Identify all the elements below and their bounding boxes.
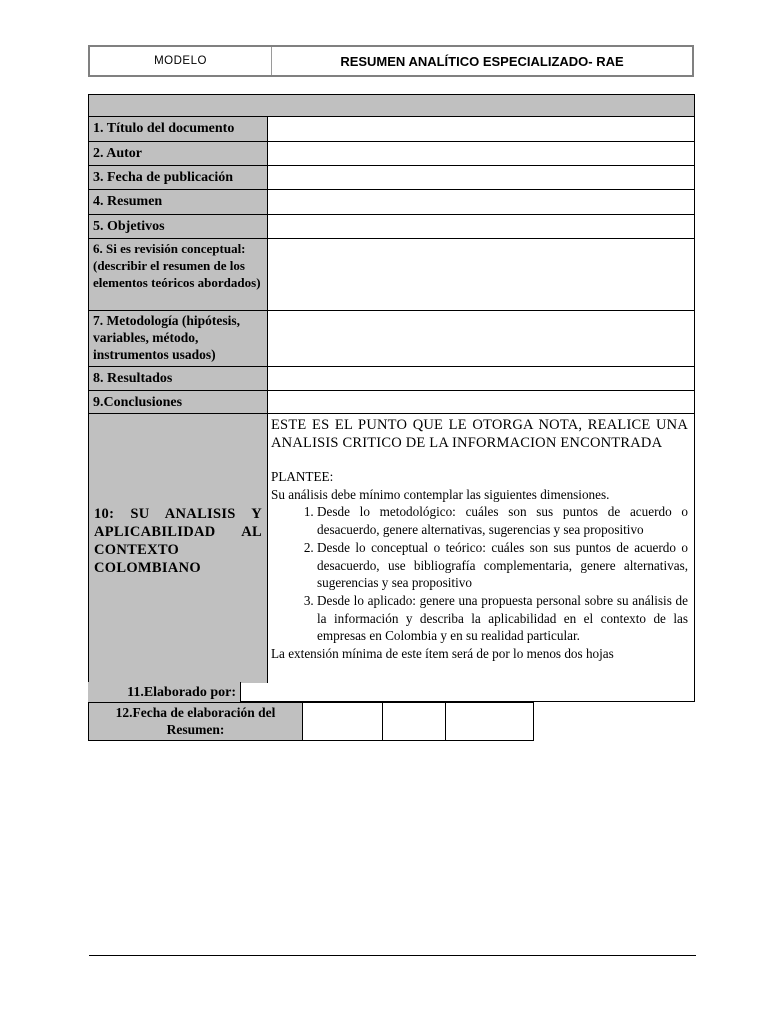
row-revision-conceptual (89, 238, 694, 310)
rae-form (88, 94, 695, 702)
autor-field[interactable] (268, 142, 694, 165)
titulo-field[interactable] (268, 117, 694, 141)
row-resultados (89, 366, 694, 390)
footer-rule (89, 955, 696, 956)
fecha-elaboracion-label: 12.Fecha de elaboración del Resumen: (89, 703, 303, 740)
row-label: 8. Resultados (89, 367, 268, 390)
elaborado-label: 11.Elaborado por: (88, 682, 241, 704)
metodologia-field[interactable] (268, 311, 694, 366)
row-label: 2. Autor (89, 142, 268, 165)
analisis-label: 10: SU ANALISIS Y APLICABILIDAD AL CONTEXTO COLOMBIANO (94, 505, 262, 576)
plantee-label: PLANTEE: (271, 469, 334, 484)
row-elaborado (88, 682, 695, 704)
list-item: 3. Desde lo aplicado: genere una propuesta personal sobre su análisis de la información y describa la aplicabilidad en el contexto de las empresas en Colombia y en su realidad particular. (317, 592, 688, 645)
resumen-field[interactable] (268, 190, 694, 214)
header-table (88, 45, 694, 77)
row-label: 9.Conclusiones (89, 391, 268, 413)
row-label: 7. Metodología (hipótesis, variables, método, instrumentos usados) (89, 311, 268, 366)
elaborado-field[interactable] (241, 682, 695, 704)
row-label: 4. Resumen (89, 190, 268, 214)
row-titulo (89, 116, 694, 141)
row-label (89, 414, 268, 683)
fecha-cell-2[interactable] (383, 703, 446, 740)
row-label: 3. Fecha de publicación (89, 166, 268, 189)
objetivos-field[interactable] (268, 215, 694, 238)
fecha-cell-1[interactable] (303, 703, 383, 740)
analisis-lead: Su análisis debe mínimo contemplar las siguientes dimensiones. (271, 486, 610, 502)
row-label: 6. Si es revisión conceptual: (describir el resumen de los elementos teóricos abordados) (89, 239, 268, 310)
row-label: 5. Objetivos (89, 215, 268, 238)
analisis-intro: ESTE ES EL PUNTO QUE LE OTORGA NOTA, REALICE UNA ANALISIS CRITICO DE LA INFORMACION ENCONTRADA (271, 417, 688, 451)
document-title: RESUMEN ANALÍTICO ESPECIALIZADO- RAE (340, 53, 624, 69)
row-fecha-elaboracion (88, 702, 534, 741)
dimensions-list (271, 503, 688, 645)
row-fecha-publicacion (89, 165, 694, 189)
row-resumen (89, 189, 694, 214)
form-header-band (89, 95, 694, 116)
model-label: MODELO (90, 47, 272, 75)
revision-conceptual-field[interactable] (268, 239, 694, 310)
fecha-publicacion-field[interactable] (268, 166, 694, 189)
row-metodologia (89, 310, 694, 366)
row-label: 1. Título del documento (89, 117, 268, 141)
row-conclusiones (89, 390, 694, 413)
analisis-instructions[interactable] (271, 416, 688, 663)
fecha-cell-3[interactable] (446, 703, 533, 740)
row-analisis (89, 413, 694, 683)
list-item: 1. Desde lo metodológico: cuáles son sus puntos de acuerdo o desacuerdo, genere alternativas, sugerencias y sea propositivo (317, 503, 688, 538)
conclusiones-field[interactable] (268, 391, 694, 413)
row-objetivos (89, 214, 694, 238)
row-autor (89, 141, 694, 165)
list-item: 2. Desde lo conceptual o teórico: cuáles son sus puntos de acuerdo o desacuerdo, use bibliografía complementaria, genere alternativas, sugerencias y sea propositivo (317, 539, 688, 592)
resultados-field[interactable] (268, 367, 694, 390)
analisis-closing: La extensión mínima de este ítem será de por lo menos dos hojas (271, 646, 614, 662)
